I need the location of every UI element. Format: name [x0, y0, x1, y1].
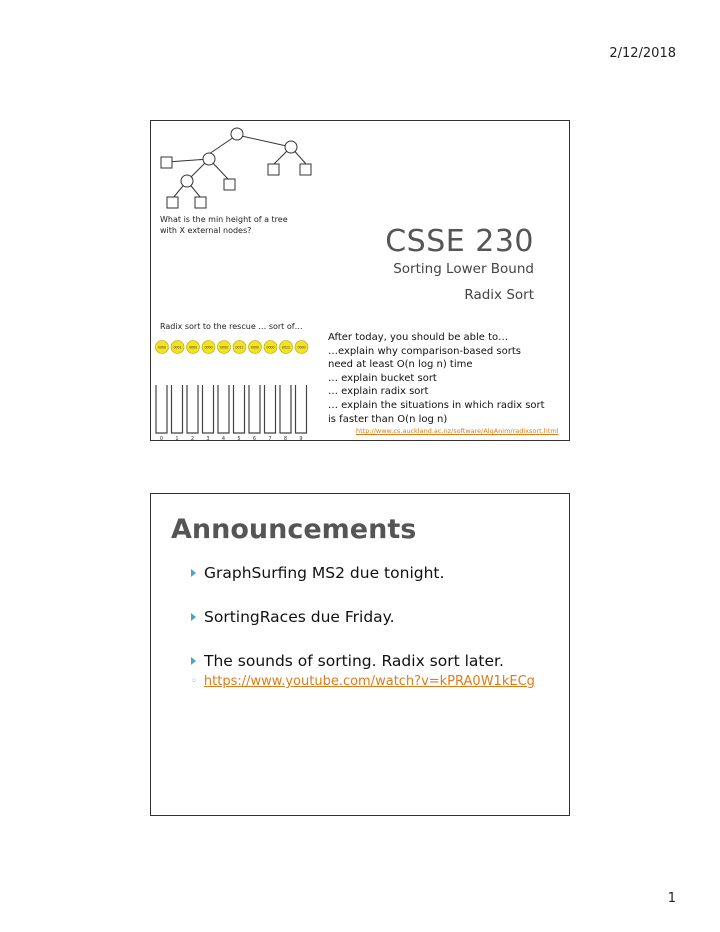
radix-number-ball [202, 341, 215, 354]
radix-number-ball [233, 341, 246, 354]
tree-external-node [161, 157, 172, 168]
radix-number-ball [171, 341, 184, 354]
objective-line: need at least O(n log n) time [328, 359, 473, 371]
page-number: 1 [667, 891, 676, 906]
slide-2 [150, 493, 570, 816]
radix-number-label: 0000 [297, 345, 306, 350]
objective-line: … explain radix sort [328, 386, 429, 398]
radix-number-label: 0001 [173, 345, 182, 350]
radix-animation-link[interactable]: http://www.cs.auckland.ac.nz/software/AlgAnim/radixsort.html [356, 427, 559, 435]
radix-bucket-label: 7 [268, 436, 272, 441]
radix-bucket-label: 3 [206, 436, 210, 441]
radix-number-label: 0000 [157, 345, 167, 350]
radix-number-label: 0022 [281, 345, 291, 350]
tree-external-node [268, 164, 279, 175]
radix-bucket-label: 9 [299, 436, 303, 441]
radix-number-label: 0000 [204, 345, 213, 350]
triangle-bullet-icon [191, 657, 196, 665]
objective-line: … explain bucket sort [328, 372, 437, 384]
slide-subtitle: Radix Sort [464, 287, 534, 303]
radix-bucket [156, 385, 167, 433]
radix-number-ball [249, 341, 262, 354]
binary-tree-diagram [151, 121, 321, 216]
radix-bucket [249, 385, 260, 433]
radix-number-label: 0000 [250, 345, 260, 350]
tree-internal-node [285, 141, 297, 153]
radix-bucket [187, 385, 198, 433]
tree-external-node [195, 197, 206, 208]
radix-buckets-diagram [151, 331, 321, 441]
tree-external-node [167, 197, 178, 208]
circle-bullet-icon: ◦ [191, 676, 197, 687]
radix-number-ball [295, 341, 308, 354]
objective-line: …explain why comparison-based sorts [328, 345, 521, 357]
radix-caption: Radix sort to the rescue … sort of… [160, 322, 303, 331]
radix-number-ball [280, 341, 293, 354]
tree-internal-node [181, 175, 193, 187]
youtube-link[interactable]: https://www.youtube.com/watch?v=kPRA0W1kECg [203, 674, 535, 689]
radix-number-label: 0000 [266, 345, 275, 350]
radix-bucket-label: 0 [159, 436, 164, 441]
tree-internal-node [203, 153, 215, 165]
slide-title: Announcements [171, 514, 417, 545]
page-date: 2/12/2018 [609, 46, 676, 61]
radix-bucket [280, 385, 291, 433]
tree-caption: What is the min height of a tree with X external nodes? [160, 215, 288, 235]
slide-1 [150, 120, 570, 441]
radix-bucket [203, 385, 214, 433]
bullet-item [191, 564, 444, 582]
radix-number-ball [264, 341, 277, 354]
radix-bucket [172, 385, 183, 433]
bullet-text: GraphSurfing MS2 due tonight. [204, 564, 445, 582]
learning-objectives [328, 331, 568, 426]
radix-bucket-label: 6 [252, 436, 257, 441]
radix-bucket-label: 1 [175, 436, 179, 441]
tree-external-node [300, 164, 311, 175]
radix-bucket-label: 5 [237, 436, 241, 441]
radix-bucket [265, 385, 276, 433]
radix-bucket-label: 2 [190, 436, 195, 441]
sub-bullet-item [191, 674, 535, 689]
objective-line: After today, you should be able to… [328, 332, 509, 343]
radix-number-label: 0000 [219, 345, 229, 350]
bullet-text: SortingRaces due Friday. [204, 608, 395, 626]
tree-edge [237, 135, 291, 147]
radix-number-ball [218, 341, 231, 354]
radix-number-label: 0000 [188, 345, 198, 350]
slide-subtitle: Sorting Lower Bound [393, 261, 534, 277]
tree-internal-node [231, 128, 243, 140]
radix-bucket [296, 385, 307, 433]
bullet-item [191, 608, 395, 626]
radix-number-ball [187, 341, 200, 354]
triangle-bullet-icon [191, 569, 196, 577]
radix-bucket [234, 385, 245, 433]
radix-number-ball [156, 341, 169, 354]
radix-number-label: 0011 [235, 345, 244, 350]
objective-line: … explain the situations in which radix sort [328, 399, 545, 411]
radix-bucket-label: 8 [283, 436, 288, 441]
radix-bucket [218, 385, 229, 433]
slide-title: CSSE 230 [385, 224, 534, 259]
triangle-bullet-icon [191, 613, 196, 621]
bullet-text: The sounds of sorting. Radix sort later. [204, 652, 504, 670]
objective-line: is faster than O(n log n) [328, 413, 448, 425]
bullet-item [191, 652, 504, 670]
radix-bucket-label: 4 [221, 436, 226, 441]
tree-external-node [224, 179, 235, 190]
